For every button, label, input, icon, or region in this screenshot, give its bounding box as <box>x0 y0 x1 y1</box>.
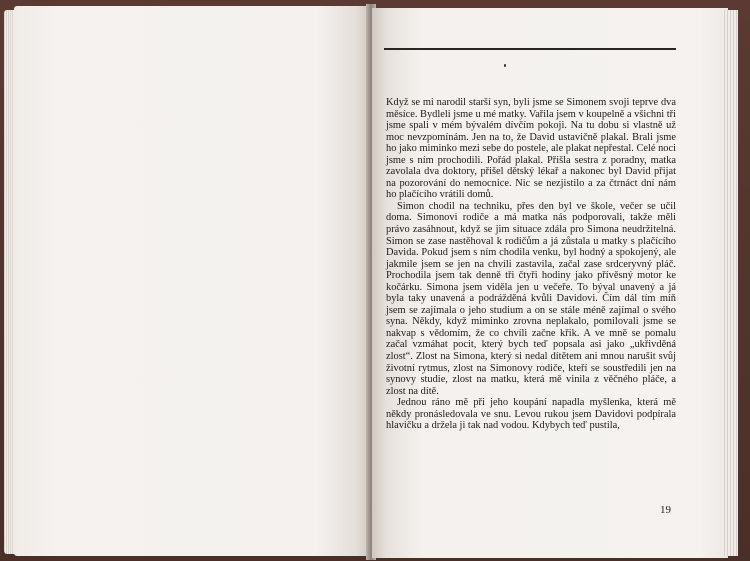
header-rule <box>384 48 676 50</box>
page-body-text <box>386 97 676 432</box>
paper-speck <box>504 64 506 67</box>
left-page-blank <box>14 6 370 556</box>
paragraph: Když se mi narodil starší syn, byli jsme se Simonem svoji teprve dva měsíce. Bydleli jsme u mé matky. Vařila jsem v koupelně a všichni tři jsme spali v mém bývalém dívčím pokoji. Na tu dobu si vlastně už moc nevzpomínám. Jen na to, že David ustavičně plakal. Brali jsme ho jako miminko mezi sebe do postele, ale plakat nepřestal. Celé noci jsme s ním prochodili. Pořád plakal. Přišla sestra z poradny, matka zavolala dva doktory, přišel dětský lékař a nakonec byl David přijat na pozorování do nemocnice. Nic se nezjistilo a za čtrnáct dní nám ho plačícího vrátili domů. <box>386 97 677 201</box>
paragraph: Simon chodil na techniku, přes den byl ve škole, večer se učil doma. Simonovi rodiče a má matka nás podporovali, takže měli právo zasáhnout, když se jim situace zdála pro Simona neudržitelná. Simon se zase nastěhoval k rodičům a já zůstala u matky s plačícího Davida. Pokud jsem s ním chodila venku, byl hodný a spokojený, ale jakmile jsem se jen na chvíli zastavila, začal zase srdceryvný pláč. Prochodila jsem tak denně tři čtyři hodiny jako přívěsný motor ke kočárku. Simona jsem viděla jen u večeře. To býval unavený a já byla taky unavená a podrážděná kvůli Davidovi. Čím dál tím míň jsem se zajímala o jeho studium a on se stále méně zajímal o svého syna. Někdy, když miminko zrovna neplakalo, pomilovali jsme se nakvap s vědomím, že co chvíli začne křik. A ve mně se pomalu začal vzmáhat pocit, který bych teď popsala asi jako „ukřivděná zlost“. Zlost na Simona, který si nedal dítětem ani mnou narušit svůj životní rytmus, zlost na Simonovy rodiče, kteří se soustředili jen na synovy studie, zlost na matku, která mě vinila z věčného pláče, a zlost na dítě. <box>386 200 676 397</box>
right-page-edges <box>722 10 738 556</box>
paragraph: Jednou ráno mě při jeho koupání napadla myšlenka, která mě někdy pronásledovala ve snu. Levou rukou jsem Davidovi podpírala hlavičku a držela ji tak nad vodou. Kdybych teď pustila, <box>386 397 676 432</box>
page-number: 19 <box>660 504 671 516</box>
